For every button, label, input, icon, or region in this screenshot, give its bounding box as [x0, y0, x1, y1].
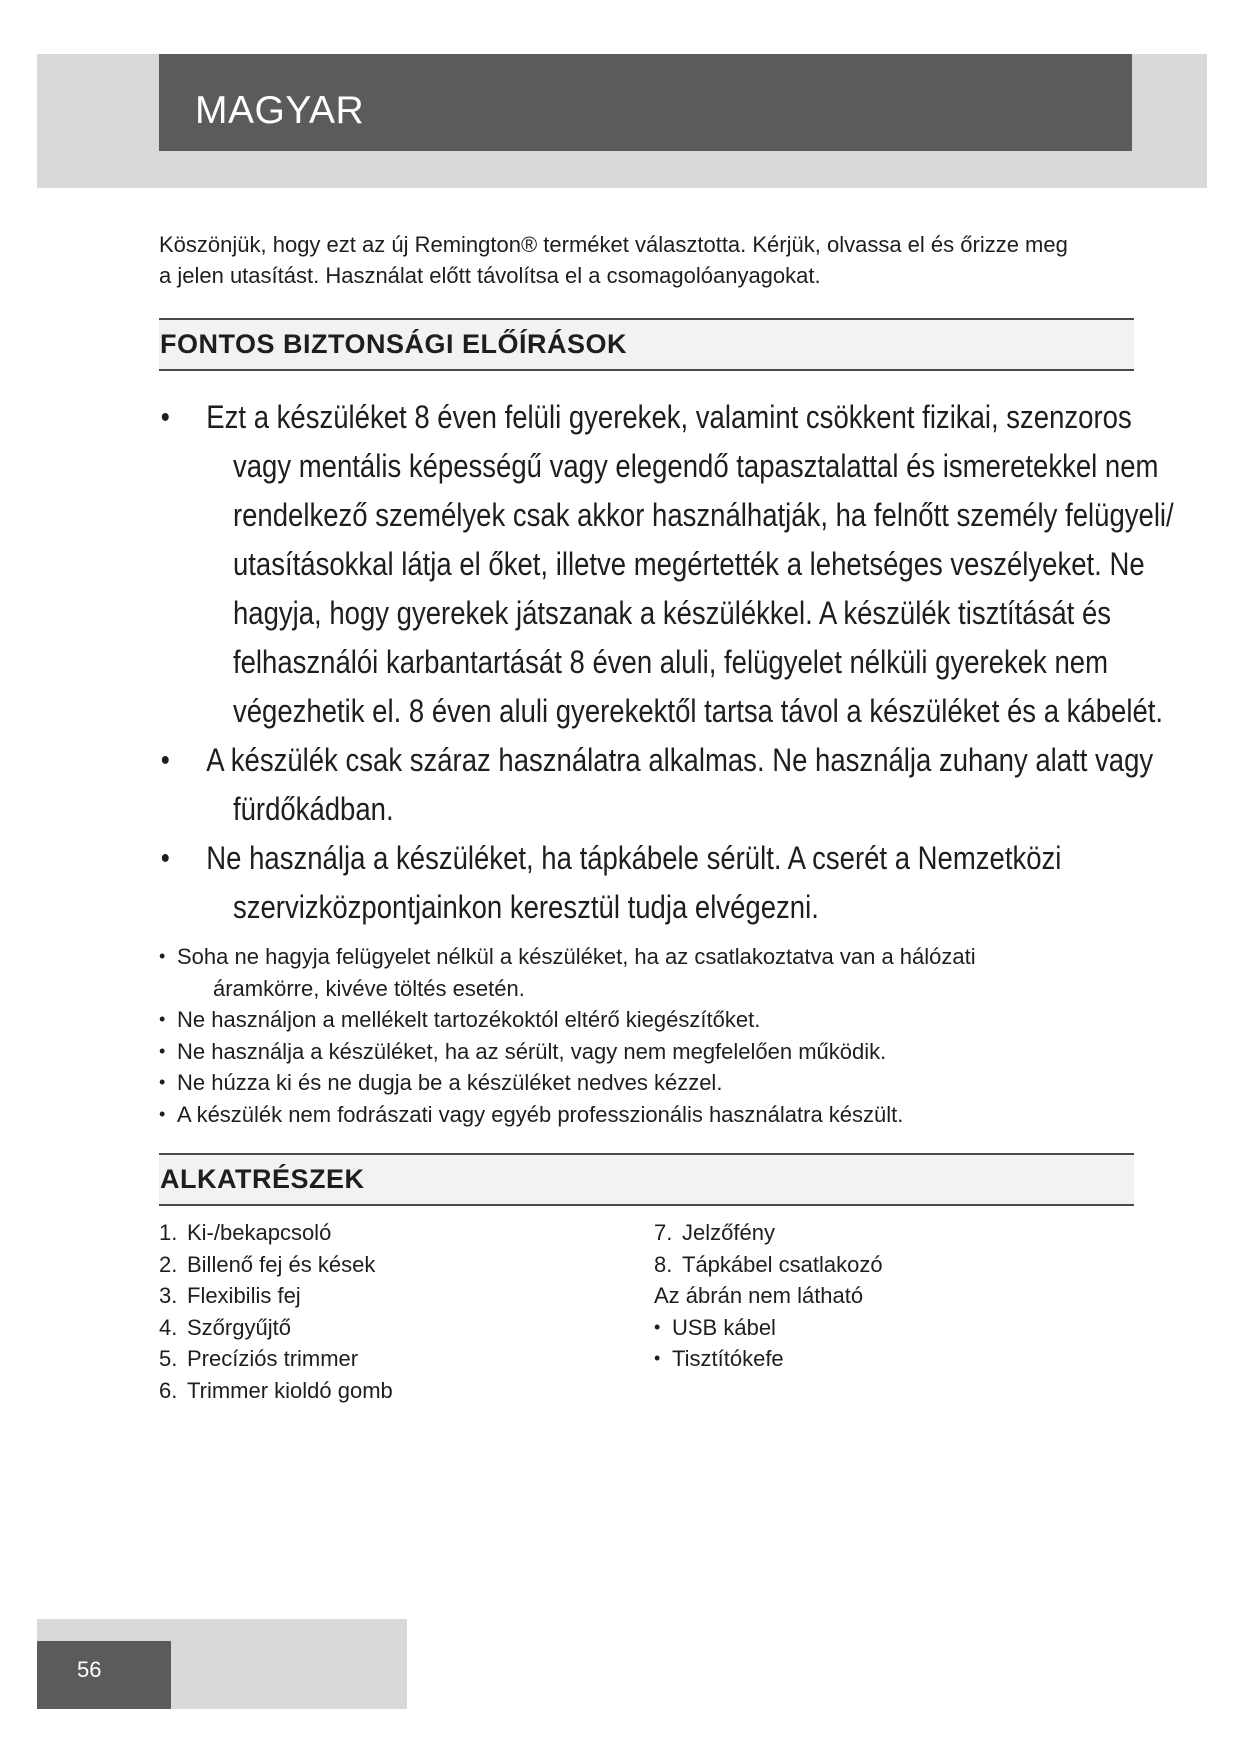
parts-label: Flexibilis fej	[187, 1283, 301, 1308]
page-number: 56	[77, 1657, 102, 1682]
list-item	[159, 1099, 1139, 1131]
parts-item	[654, 1312, 1134, 1344]
parts-number: 1.	[159, 1220, 178, 1245]
parts-number: 7.	[654, 1220, 673, 1245]
list-item	[159, 1036, 1139, 1068]
parts-label: Az ábrán nem látható	[654, 1283, 864, 1308]
parts-number: 6.	[159, 1377, 178, 1403]
bullet-icon: •	[654, 1316, 661, 1337]
list-item-text: • A készülék csak száraz használatra alkalmas. Ne használja zuhany alatt vagy fürdőkádban.	[206, 742, 1154, 827]
list-item	[159, 1067, 1139, 1099]
list-item-text: áramkörre, kivéve töltés esetén.	[213, 975, 525, 1001]
list-item	[159, 736, 1187, 834]
intro-line: Köszönjük, hogy ezt az új Remington® terméket választotta. Kérjük, olvassa el és őrizze meg	[159, 232, 1068, 257]
bullet-icon: •	[654, 1348, 661, 1368]
parts-heading: ALKATRÉSZEK	[160, 1164, 365, 1194]
parts-number: 3.	[159, 1283, 178, 1308]
safety-list-large	[159, 393, 1174, 932]
parts-number: 5.	[159, 1346, 178, 1371]
parts-not-shown-label	[654, 1280, 1134, 1312]
footer-box	[37, 1641, 171, 1709]
parts-item	[159, 1217, 599, 1249]
intro-paragraph	[159, 229, 1119, 291]
list-item-text: • Ne használja a készüléket, ha tápkábele sérült. A cserét a Nemzetközi szervizközpontjainkon keresztül tudja elvégezni.	[206, 840, 1062, 925]
safety-list-small	[159, 941, 1139, 1130]
header-box	[159, 54, 1132, 151]
parts-item	[159, 1375, 599, 1407]
parts-list-right	[654, 1217, 1134, 1375]
parts-list-left	[159, 1217, 599, 1406]
list-item-text: • Soha ne hagyja felügyelet nélkül a készüléket, ha az csatlakoztatva van a hálózati	[177, 944, 976, 969]
parts-item	[654, 1217, 1134, 1249]
list-item	[159, 1004, 1139, 1036]
parts-label: Jelzőfény	[682, 1220, 775, 1245]
parts-number: 4.	[159, 1314, 178, 1340]
parts-label: Billenő fej és kések	[187, 1251, 376, 1277]
list-item-text: • Ne húzza ki és ne dugja be a készüléket nedves kézzel.	[177, 1070, 723, 1095]
parts-item	[159, 1312, 599, 1344]
list-item-text: • Ne használja a készüléket, ha az sérült, vagy nem megfelelően működik.	[177, 1038, 887, 1064]
page-title: MAGYAR	[195, 89, 365, 132]
parts-label: Ki-/bekapcsoló	[187, 1220, 332, 1245]
parts-number: 2.	[159, 1251, 178, 1277]
list-item	[159, 393, 1187, 736]
list-item	[159, 834, 1187, 932]
parts-item	[159, 1249, 599, 1281]
list-item	[159, 941, 1139, 1004]
parts-label: Tisztítókefe	[672, 1346, 784, 1371]
list-item-text: • A készülék nem fodrászati vagy egyéb professzionális használatra készült.	[177, 1101, 904, 1127]
parts-item	[159, 1343, 599, 1375]
parts-label: Tápkábel csatlakozó	[682, 1251, 883, 1277]
parts-number: 8.	[654, 1251, 673, 1277]
safety-heading: FONTOS BIZTONSÁGI ELŐÍRÁSOK	[160, 329, 628, 359]
parts-item	[159, 1280, 599, 1312]
intro-line: a jelen utasítást. Használat előtt távolítsa el a csomagolóanyagokat.	[159, 263, 821, 288]
parts-section-header	[159, 1153, 1134, 1206]
parts-item	[654, 1249, 1134, 1281]
list-item-text: • Ezt a készüléket 8 éven felüli gyerekek, valamint csökkent fizikai, szenzoros vagy mentális képességű vagy elegendő tapasztalattal és ismeretekkel nem rendelkező személyek csak akkor használhatják, ha felnőtt személy felügyeli/ utasításokkal látja el őket, illetve megértették a lehetséges veszélyeket. Ne hagyja, hogy gyerekek játszanak a készülékkel. A készülék tisztítását és felhasználói karbantartását 8 éven aluli, felügyelet nélküli gyerekek nem végezhetik el. 8 éven aluli gyerekektől tartsa távol a készüléket és a kábelét.	[206, 399, 1174, 729]
list-item-text: • Ne használjon a mellékelt tartozékoktól eltérő kiegészítőket.	[177, 1007, 761, 1032]
parts-item	[654, 1343, 1134, 1375]
parts-label: Precíziós trimmer	[187, 1346, 359, 1371]
safety-section-header	[159, 318, 1134, 371]
parts-label: USB kábel	[672, 1314, 776, 1340]
parts-label: Szőrgyűjtő	[187, 1314, 291, 1340]
parts-label: Trimmer kioldó gomb	[187, 1377, 393, 1403]
